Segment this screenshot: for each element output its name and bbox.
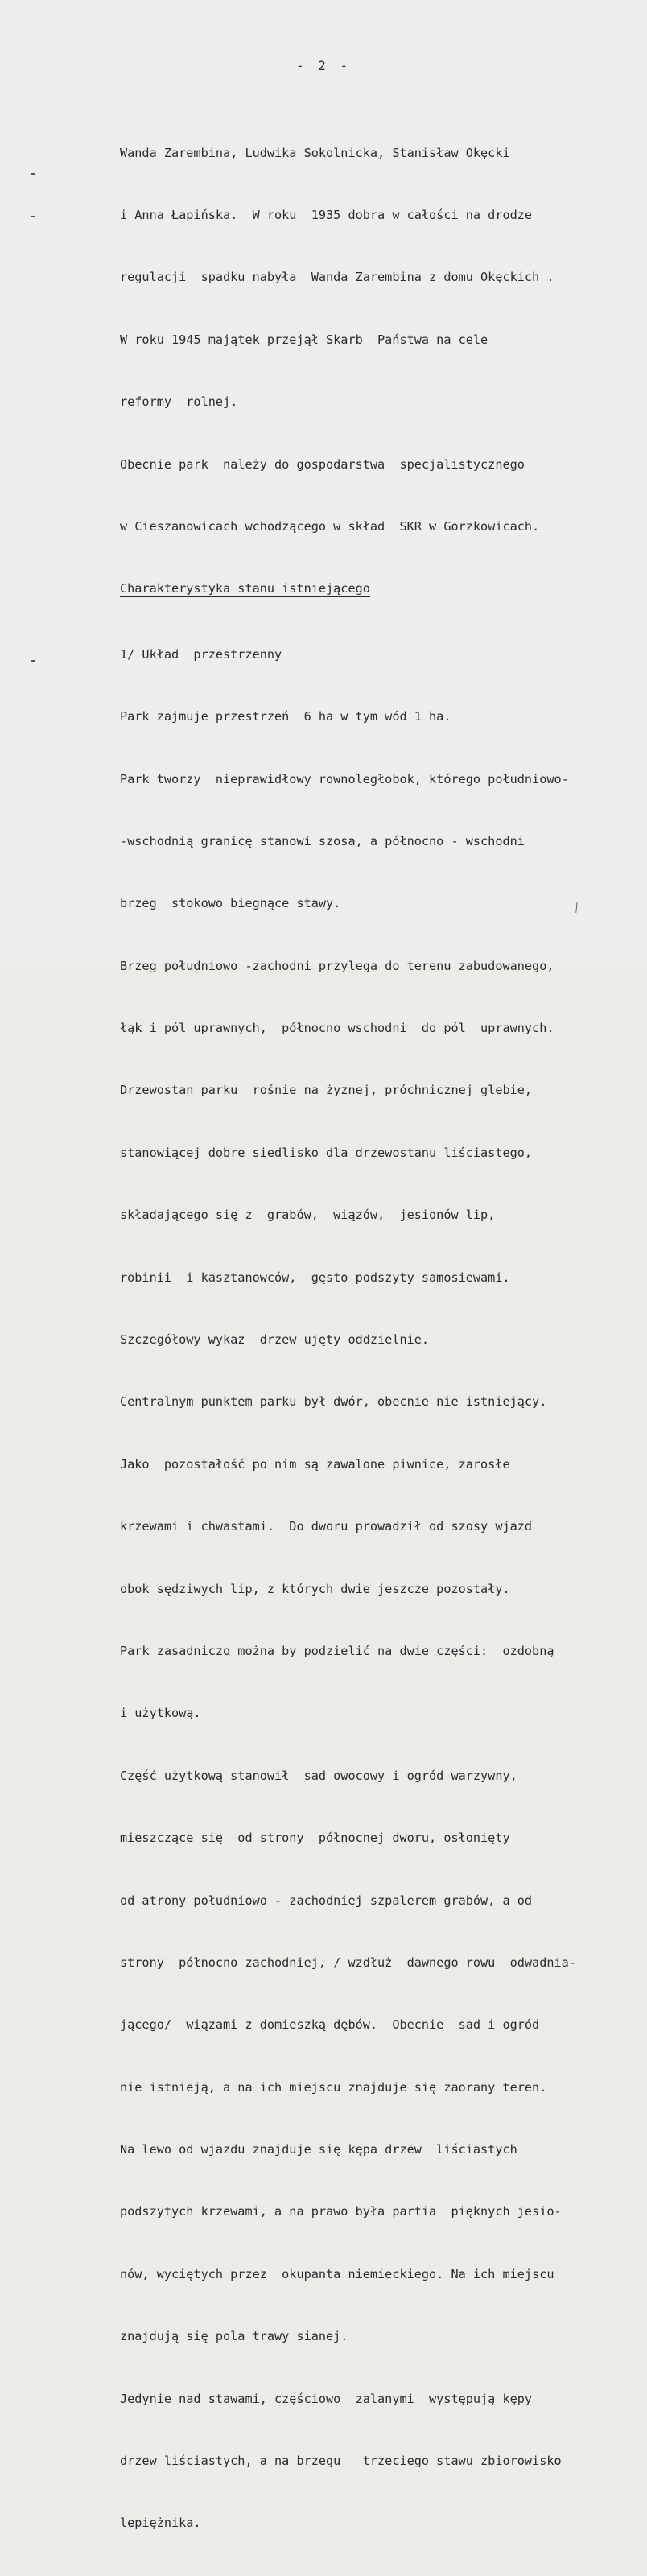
text-line: Szczegółowy wykaz drzew ujęty oddzielnie.	[120, 1332, 430, 1348]
text-line: i użytkową.	[120, 1706, 201, 1721]
text-line: nów, wyciętych przez okupanta niemieckiego. Na ich miejscu	[120, 2266, 554, 2281]
text-line: reformy rolnej.	[120, 394, 238, 410]
text-line: nie istnieją, a na ich miejscu znajduje się zaorany teren.	[120, 2079, 547, 2095]
section-heading: Charakterystyka stanu istniejącego	[120, 581, 370, 597]
text-line: Park zasadniczo można by podzielić na dwie części: ozdobną	[120, 1643, 554, 1658]
text-line: krzewami i chwastami. Do dworu prowadził od szosy wjazd	[120, 1519, 533, 1534]
body-text	[120, 101, 635, 2576]
text-line: Park zajmuje przestrzeń 6 ha w tym wód 1 ha.	[120, 709, 451, 724]
text-line: W roku 1945 majątek przejął Skarb Państwa na cele	[120, 332, 488, 347]
text-line: Jedynie nad stawami, częściowo zalanymi występują kępy	[120, 2391, 533, 2406]
text-line: Brzeg południowo -zachodni przylega do terenu zabudowanego,	[120, 958, 554, 973]
text-line: od atrony południowo - zachodniej szpalerem grabów, a od	[120, 1893, 533, 1908]
text-line: łąk i pól uprawnych, północno wschodni do pól uprawnych.	[120, 1021, 554, 1036]
text-line: w Cieszanowicach wchodzącego w skład SKR w Gorzkowicach.	[120, 518, 540, 534]
text-line: Wanda Zarembina, Ludwika Sokolnicka, Stanisław Okęcki	[120, 145, 510, 160]
text-line: lepiężnika.	[120, 2516, 201, 2531]
text-line: brzeg stokowo biegnące stawy.	[120, 896, 341, 911]
text-line: Część użytkową stanowił sad owocowy i ogród warzywny,	[120, 1768, 517, 1783]
text-line: Drzewostan parku rośnie na żyznej, próchnicznej glebie,	[120, 1083, 533, 1098]
page-number: - 2 -	[295, 58, 352, 73]
text-line: regulacji spadku nabyła Wanda Zarembina z domu Okęckich .	[120, 270, 554, 285]
margin-mark	[31, 660, 35, 662]
text-line: znajdują się pola trawy sianej.	[120, 2329, 348, 2344]
text-line: Na lewo od wjazdu znajduje się kępa drzew liściastych	[120, 2142, 517, 2157]
text-line: Park tworzy nieprawidłowy rownoległobok, którego południowo-	[120, 771, 569, 786]
text-line: stanowiącej dobre siedlisko dla drzewostanu liściastego,	[120, 1145, 533, 1160]
text-line: i Anna Łapińska. W roku 1935 dobra w całości na drodze	[120, 207, 533, 222]
text-line: mieszczące się od strony północnej dworu, osłonięty	[120, 1831, 510, 1846]
text-line: podszytych krzewami, a na prawo była partia pięknych jesio-	[120, 2204, 562, 2219]
text-line: strony północno zachodniej, / wzdłuż dawnego rowu odwadnia-	[120, 1955, 576, 1970]
text-line: Jako pozostałość po nim są zawalone piwnice, zarosłe	[120, 1456, 510, 1472]
text-line: drzew liściastych, a na brzegu trzeciego stawu zbiorowisko	[120, 2454, 562, 2469]
margin-mark	[31, 216, 35, 217]
text-line: -wschodnią granicę stanowi szosa, a północno - wschodni	[120, 833, 525, 848]
text-line: jącego/ wiązami z domieszką dębów. Obecnie sad i ogród	[120, 2017, 540, 2033]
margin-mark	[31, 173, 35, 175]
text-line: składającego się z grabów, wiązów, jesionów lip,	[120, 1208, 496, 1223]
subsection-heading: 1/ Układ przestrzenny	[120, 646, 282, 662]
text-line: obok sędziwych lip, z których dwie jeszcze pozostały.	[120, 1581, 510, 1596]
text-line: Centralnym punktem parku był dwór, obecnie nie istniejący.	[120, 1394, 547, 1410]
text-line: Obecnie park należy do gospodarstwa specjalistycznego	[120, 456, 525, 472]
text-line: robinii i kasztanowców, gęsto podszyty samosiewami.	[120, 1269, 510, 1285]
